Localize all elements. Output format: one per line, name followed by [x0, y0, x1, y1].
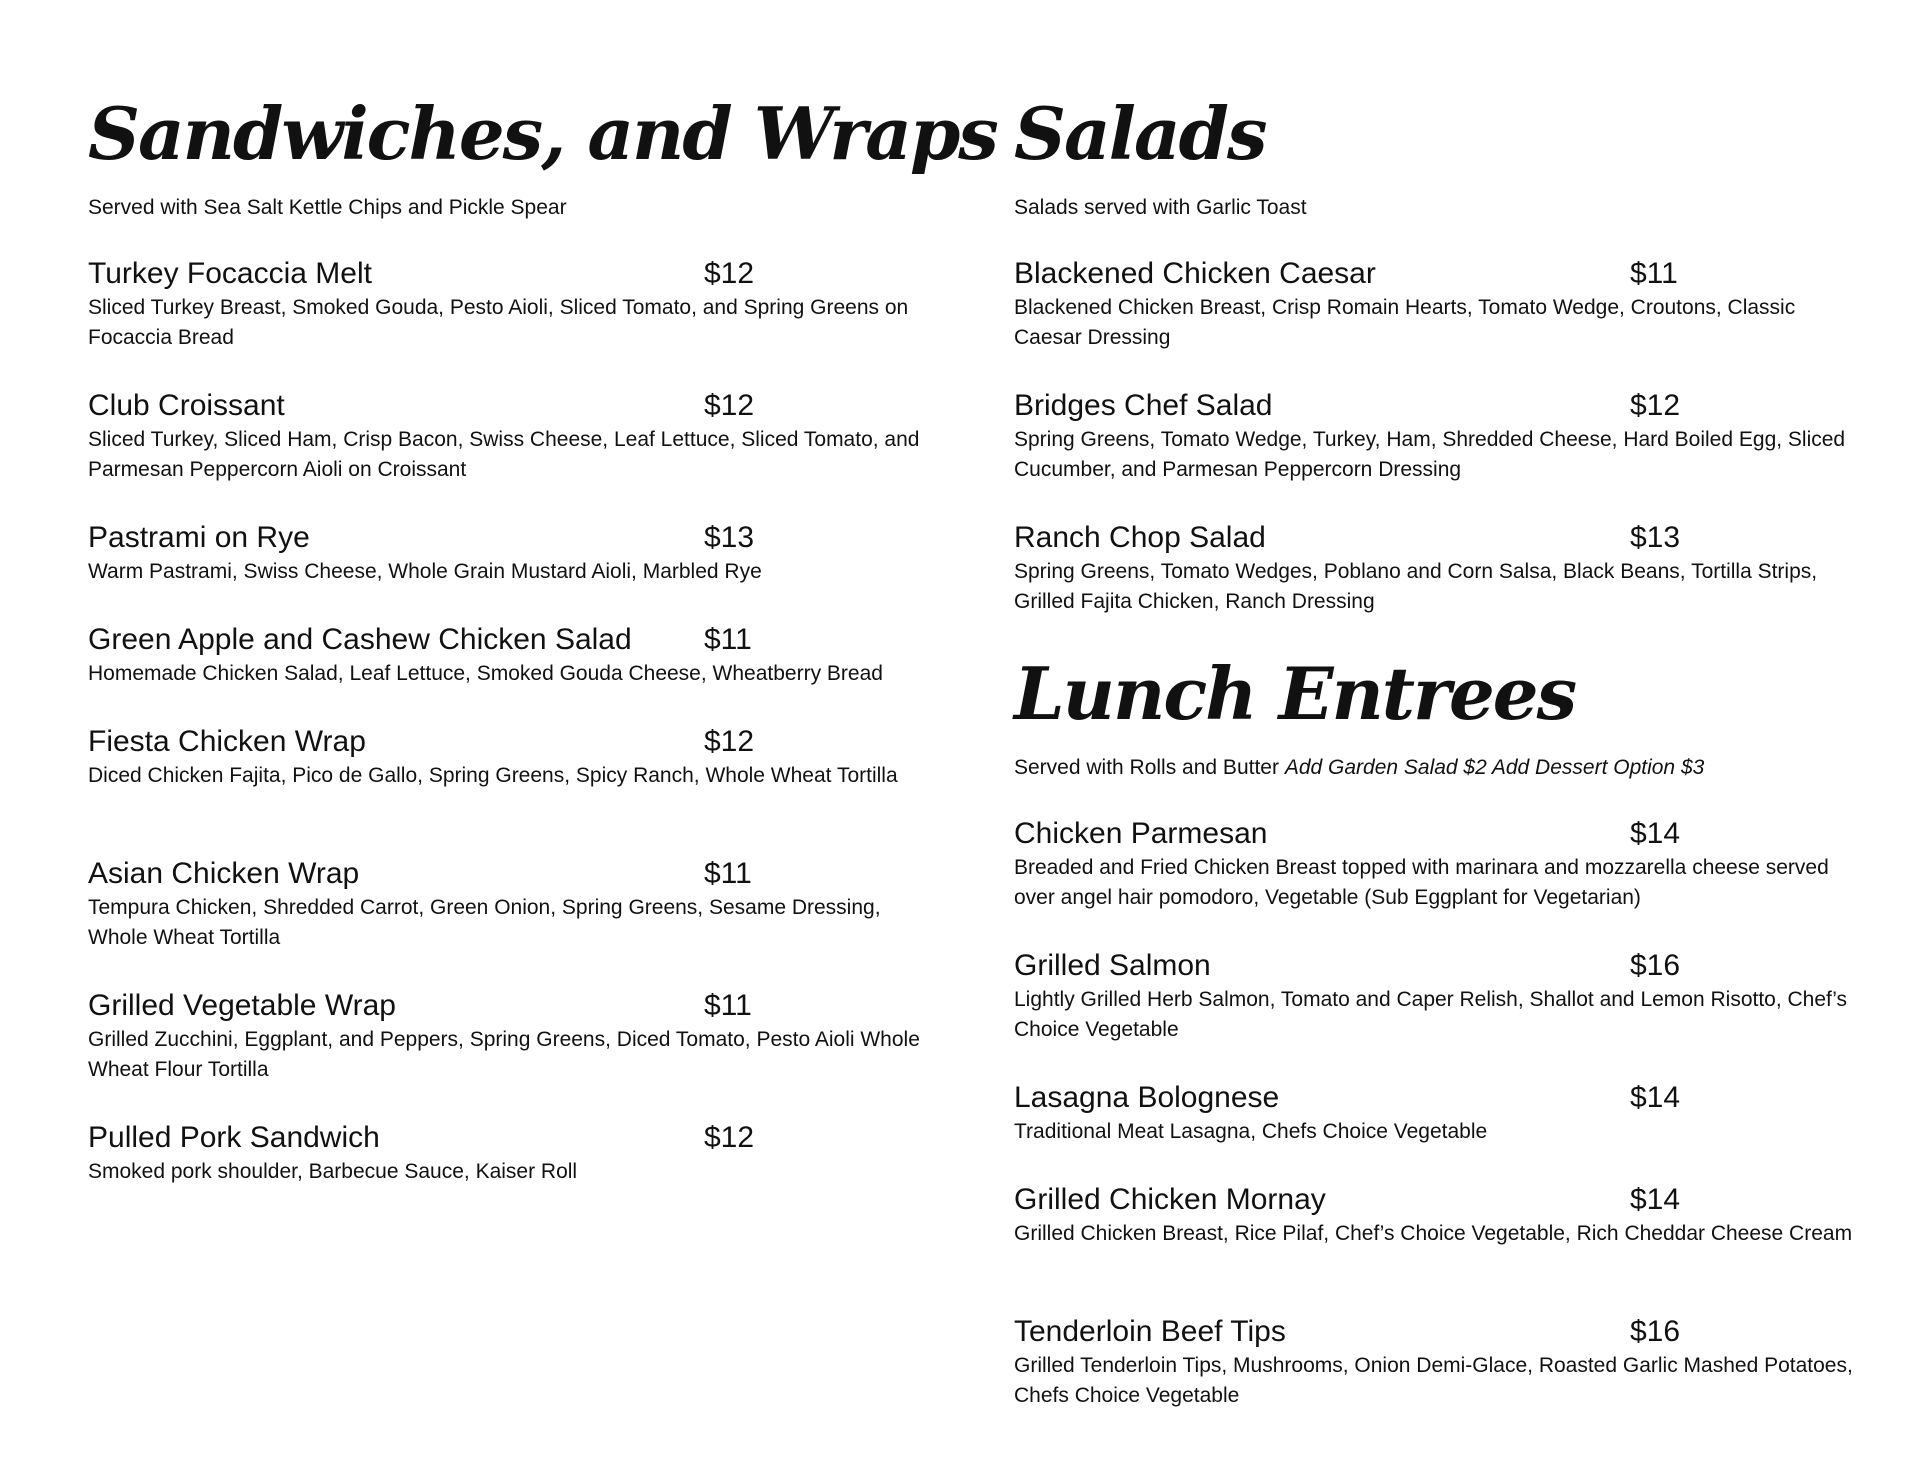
item-price: $14 [1630, 1183, 1681, 1216]
item-description: Homemade Chicken Salad, Leaf Lettuce, Smoked Gouda Cheese, Wheatberry Bread [88, 662, 883, 685]
item-description: Diced Chicken Fajita, Pico de Gallo, Spring Greens, Spicy Ranch, Whole Wheat Tortilla [88, 764, 898, 787]
item-description: Spring Greens, Tomato Wedge, Turkey, Ham, Shredded Cheese, Hard Boiled Egg, Sliced Cucumber, and Parmesan Peppercorn Dressing [1014, 428, 1846, 481]
item-price: $11 [1630, 257, 1678, 290]
item-name: Grilled Chicken Mornay [1014, 1183, 1326, 1216]
menu-item [1014, 948, 1874, 1045]
sandwiches-title: Sandwiches, and Wraps [88, 91, 997, 176]
item-price: $12 [704, 1121, 755, 1154]
item-name: Grilled Salmon [1014, 949, 1211, 982]
item-name: Green Apple and Cashew Chicken Salad [88, 623, 632, 656]
item-name: Ranch Chop Salad [1014, 521, 1266, 554]
menu-item [88, 388, 928, 485]
entrees-note [1014, 754, 1704, 782]
item-description: Traditional Meat Lasagna, Chefs Choice Vegetable [1014, 1120, 1488, 1143]
menu-item [88, 622, 928, 689]
item-name: Asian Chicken Wrap [88, 857, 360, 890]
item-price: $13 [704, 521, 755, 554]
menu-item [1014, 520, 1874, 617]
item-description: Blackened Chicken Breast, Crisp Romain Hearts, Tomato Wedge, Croutons, Classic Caesar Dressing [1014, 296, 1796, 349]
item-name: Pulled Pork Sandwich [88, 1121, 380, 1154]
item-price: $11 [704, 623, 752, 656]
item-price: $12 [704, 389, 755, 422]
item-description: Sliced Turkey Breast, Smoked Gouda, Pesto Aioli, Sliced Tomato, and Spring Greens on Focaccia Bread [88, 296, 909, 349]
item-description: Spring Greens, Tomato Wedges, Poblano and Corn Salsa, Black Beans, Tortilla Strips, Grilled Fajita Chicken, Ranch Dressing [1014, 560, 1818, 613]
menu-item [88, 724, 928, 791]
menu-item [88, 520, 928, 587]
entrees-addons: Add Garden Salad $2 Add Dessert Option $3 [1284, 756, 1705, 779]
item-description: Warm Pastrami, Swiss Cheese, Whole Grain Mustard Aioli, Marbled Rye [88, 560, 762, 583]
salads-title: Salads [1014, 91, 1266, 176]
item-name: Blackened Chicken Caesar [1014, 257, 1376, 290]
entrees-note-text: Served with Rolls and Butter [1014, 756, 1279, 779]
item-description: Breaded and Fried Chicken Breast topped with marinara and mozzarella cheese served over angel hair pomodoro, Vegetable (Sub Eggplant for Vegetarian) [1014, 856, 1829, 909]
item-name: Tenderloin Beef Tips [1014, 1315, 1286, 1348]
item-name: Bridges Chef Salad [1014, 389, 1273, 422]
menu-item [88, 856, 928, 953]
item-name: Pastrami on Rye [88, 521, 310, 554]
item-price: $16 [1630, 1315, 1681, 1348]
item-price: $14 [1630, 1081, 1681, 1114]
salads-note: Salads served with Garlic Toast [1014, 196, 1307, 219]
item-description: Tempura Chicken, Shredded Carrot, Green Onion, Spring Greens, Sesame Dressing, Whole Wheat Tortilla [88, 896, 881, 949]
menu-item [88, 988, 928, 1085]
menu-item [1014, 816, 1874, 913]
item-name: Grilled Vegetable Wrap [88, 989, 396, 1022]
item-price: $12 [704, 257, 755, 290]
item-description: Grilled Zucchini, Eggplant, and Peppers, Spring Greens, Diced Tomato, Pesto Aioli Whole Wheat Flour Tortilla [88, 1028, 920, 1081]
item-name: Fiesta Chicken Wrap [88, 725, 366, 758]
menu-item [88, 256, 928, 353]
sandwiches-note: Served with Sea Salt Kettle Chips and Pickle Spear [88, 196, 567, 219]
item-description: Lightly Grilled Herb Salmon, Tomato and Caper Relish, Shallot and Lemon Risotto, Chef’s Choice Vegetable [1014, 988, 1848, 1041]
item-price: $13 [1630, 521, 1681, 554]
menu-item [1014, 1314, 1874, 1411]
item-description: Sliced Turkey, Sliced Ham, Crisp Bacon, Swiss Cheese, Leaf Lettuce, Sliced Tomato, and Parmesan Peppercorn Aioli on Croissant [88, 428, 920, 481]
item-description: Grilled Tenderloin Tips, Mushrooms, Onion Demi-Glace, Roasted Garlic Mashed Potatoes, Chefs Choice Vegetable [1014, 1354, 1853, 1407]
menu-item [1014, 1182, 1874, 1249]
item-name: Club Croissant [88, 389, 285, 422]
menu-item [1014, 256, 1874, 353]
item-name: Lasagna Bolognese [1014, 1081, 1280, 1114]
item-price: $11 [704, 857, 752, 890]
item-description: Smoked pork shoulder, Barbecue Sauce, Kaiser Roll [88, 1160, 578, 1183]
item-price: $16 [1630, 949, 1681, 982]
item-price: $11 [704, 989, 752, 1022]
menu-item [88, 1120, 928, 1187]
item-name: Turkey Focaccia Melt [88, 257, 372, 290]
item-price: $12 [1630, 389, 1681, 422]
item-price: $14 [1630, 817, 1681, 850]
menu-item [1014, 388, 1874, 485]
item-name: Chicken Parmesan [1014, 817, 1268, 850]
item-price: $12 [704, 725, 755, 758]
item-description: Grilled Chicken Breast, Rice Pilaf, Chef’s Choice Vegetable, Rich Cheddar Cheese Cream [1014, 1222, 1853, 1245]
menu-item [1014, 1080, 1874, 1147]
entrees-title: Lunch Entrees [1014, 651, 1576, 736]
